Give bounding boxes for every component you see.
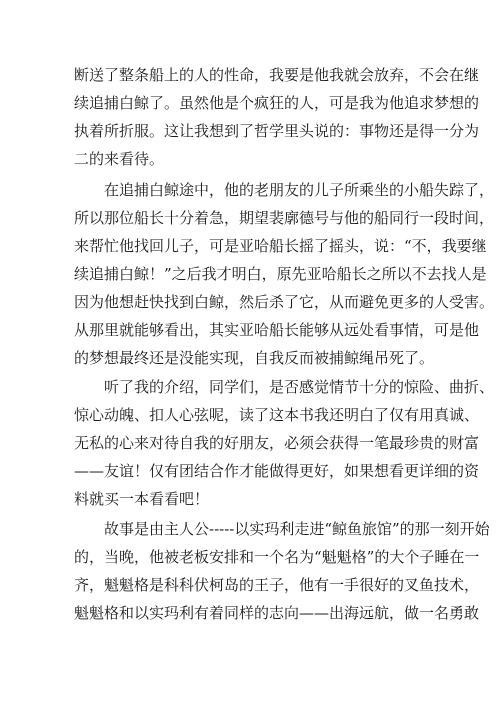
text-line: 二的来看待。	[74, 150, 165, 168]
paragraph-1	[74, 61, 480, 173]
text-line: 的梦想最终还是没能实现，自我反而被捕鲸绳吊死了。	[74, 349, 435, 367]
text-line: 从那里就能够看出，其实亚哈船长能够从远处看事情，可是他	[74, 321, 480, 339]
text-line: 断送了整条船上的人的性命，我要是他我就会放弃，不会在继	[74, 66, 480, 84]
text-line: 执着所折服。这让我想到了哲学里头说的：事物还是得一分为	[74, 122, 480, 140]
text-line: 所以那位船长十分着急，期望裴廓德号与他的船同行一段时间，	[74, 209, 495, 227]
text-line: 续追捕白鲸了。虽然他是个疯狂的人，可是我为他追求梦想的	[74, 94, 480, 112]
text-line: 续追捕白鲸！”之后我才明白，原先亚哈船长之所以不去找人是	[74, 265, 487, 283]
paragraph-4	[74, 515, 490, 627]
paragraph-3	[74, 373, 495, 513]
text-line: 无私的心来对待自我的好朋友，必须会获得一笔最珍贵的财富	[74, 434, 480, 452]
text-line: 齐，魁魁格是科科伏柯岛的王子，他有一手很好的叉鱼技术，	[74, 576, 480, 594]
text-line: 料就买一本看看吧！	[74, 490, 210, 508]
text-line: 的，当晚，他被老板安排和一个名为“魁魁格”的大个子睡在一	[74, 548, 480, 566]
text-line: 听了我的介绍，同学们，是否感觉情节十分的惊险、曲折、	[104, 378, 495, 396]
text-line: 惊心动魄、扣人心弦呢，读了这本书我还明白了仅有用真诚、	[74, 406, 480, 424]
text-line: 在追捕白鲸途中，他的老朋友的儿子所乘坐的小船失踪了，	[104, 181, 495, 199]
paragraph-2	[74, 176, 495, 372]
text-line: 魁魁格和以实玛利有着同样的志向——出海远航，做一名勇敢	[74, 604, 480, 622]
text-line: 故事是由主人公-----以实玛利走进“鲸鱼旅馆”的那一刻开始	[104, 520, 490, 538]
text-line: ——友谊！仅有团结合作才能做得更好，如果想看更详细的资	[74, 462, 480, 480]
text-line: 因为他想赶快找到白鲸，然后杀了它，从而避免更多的人受害。	[74, 293, 495, 311]
text-line: 来帮忙他找回儿子，可是亚哈船长摇了摇头，说：“不，我要继	[74, 237, 487, 255]
